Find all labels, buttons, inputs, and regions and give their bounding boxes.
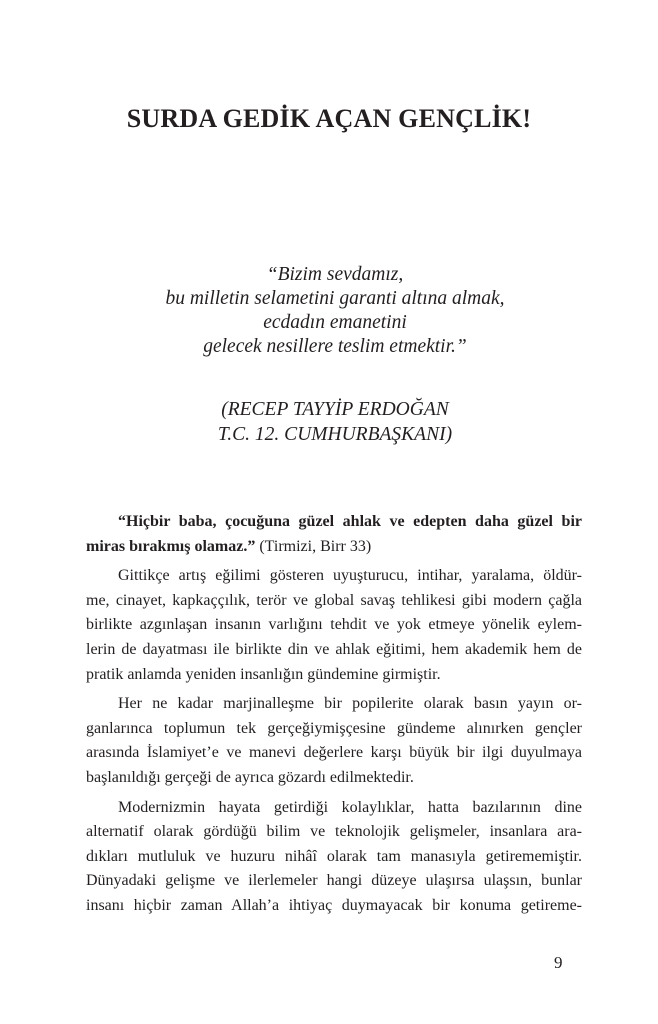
epigraph-line: bu milletin selametini garanti altına almak, [165,288,505,309]
paragraph-line: pratik anlamda yeniden insanlığın gündemine girmiştir. [86,665,441,683]
paragraph-line: başlanıldığı gerçeği de ayrıca gözardı edilmektedir. [86,768,414,786]
hadith-quote-end: miras bırakmış olamaz.” [86,537,256,555]
epigraph-line: gelecek nesillere teslim etmektir.” [203,336,467,357]
paragraph-line: insanı hiçbir zaman Allah’a ihtiyaç duymayacak bir konuma getireme- [86,896,582,914]
epigraph-line: “Bizim sevdamız, [266,264,404,285]
paragraph-line: Modernizmin hayata getirdiği kolaylıklar, hatta bazılarının dine [118,798,582,816]
chapter-title: SURDA GEDİK AÇAN GENÇLİK! [126,104,532,133]
epigraph-attribution [140,397,530,447]
page-number: 9 [554,953,563,972]
paragraph-line: Her ne kadar marjinalleşme bir popilerite olarak basın yayın or- [118,695,582,713]
attribution-line: T.C. 12. CUMHURBAŞKANI) [217,424,453,445]
epigraph-line: ecdadın emanetini [263,312,407,333]
paragraph-line: alternatif olarak gördüğü bilim ve teknolojik gelişmeler, insanlara ara- [86,823,582,841]
paragraph-line: ganlarınca toplumun tek gerçeğiymişçesine gündeme alınırken gençler [86,719,582,737]
hadith-paragraph [86,510,582,559]
paragraph-line: dıkları mutluluk ve huzuru nihâî olarak tam manasıyla getirememiştir. [86,847,582,865]
paragraph-line: arasında İslamiyet’e ve manevi değerlere karşı büyük bir ilgi duyulmaya [86,744,582,762]
paragraph-line: lerin de dayatması ile birlikte din ve ahlak eğitimi, hem akademik hem de [86,640,582,658]
epigraph-quote [140,263,530,359]
paragraph [86,692,582,790]
hadith-source: (Tirmizi, Birr 33) [255,537,372,555]
hadith-quote-line: “Hiçbir baba, çocuğuna güzel ahlak ve edepten daha güzel bir [118,513,582,530]
attribution-line: (RECEP TAYYİP ERDOĞAN [221,399,449,420]
paragraph [86,564,582,687]
paragraph [86,796,582,919]
hadith-quote-line-2 [86,535,582,560]
body-text [86,510,582,924]
paragraph-line: me, cinayet, kapkaççılık, terör ve global savaş tehlikesi gibi modern çağla [86,591,582,609]
paragraph-line: birlikte azgınlaşan insanın varlığını tehdit ve yok etmeye yönelik eylem- [86,616,582,634]
paragraph-line: Dünyadaki gelişme ve ilerlemeler hangi düzeye ulaşırsa ulaşsın, bunlar [86,872,582,890]
paragraph-line: Gittikçe artış eğilimi gösteren uyuşturucu, intihar, yaralama, öldür- [118,567,582,585]
